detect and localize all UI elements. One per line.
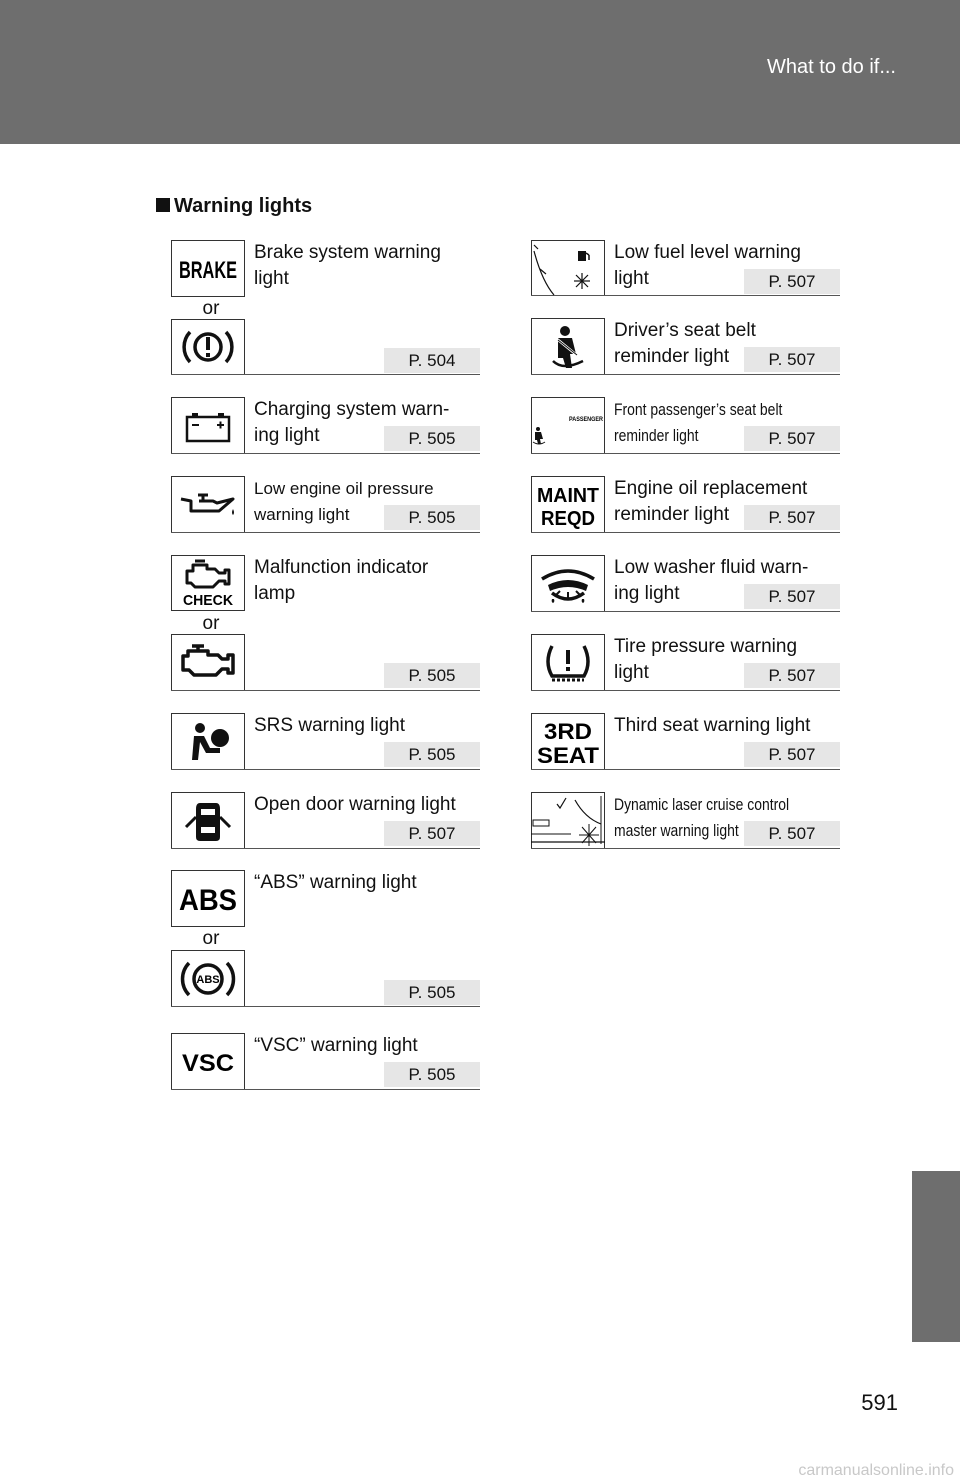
- abs-circle-text: ABS: [196, 973, 220, 986]
- third-seat-icon: [531, 713, 605, 769]
- page-reference: P. 507: [744, 742, 840, 767]
- warning-light-charging: [171, 397, 480, 454]
- page-reference: P. 505: [384, 980, 480, 1005]
- page-reference: P. 507: [744, 426, 840, 451]
- brake-text-icon: [171, 240, 245, 297]
- header-band: [0, 0, 960, 144]
- abs-icon-text: ABS: [179, 883, 237, 917]
- page-reference: P. 504: [384, 348, 480, 373]
- or-label: or: [202, 298, 220, 319]
- abs-circle-icon: [171, 950, 245, 1006]
- check-engine-icon: [171, 555, 245, 611]
- warning-light-vsc: [171, 1033, 480, 1090]
- tire-pressure-icon: [531, 634, 605, 690]
- page-reference: P. 505: [384, 1062, 480, 1087]
- warning-light-label: Charging system warn- ing light: [254, 399, 450, 446]
- warning-light-laser-cruise: [531, 792, 840, 849]
- warning-light-srs: [171, 713, 480, 770]
- open-door-car-icon: [171, 792, 245, 848]
- battery-icon: [171, 397, 245, 453]
- page-reference: P. 505: [384, 742, 480, 767]
- warning-light-label: “VSC” warning light: [254, 1035, 418, 1056]
- engine-icon: [171, 634, 245, 690]
- warning-light-driver-seatbelt: [531, 318, 840, 375]
- passenger-icon-text: PASSENGER: [569, 416, 604, 423]
- warning-light-oil-pressure: [171, 476, 480, 533]
- warning-light-malfunction: [171, 555, 480, 691]
- warning-light-brake: [171, 240, 480, 375]
- section-title: Warning lights: [174, 195, 313, 217]
- warning-light-label: Dynamic laser cruise control master warning light: [614, 795, 790, 840]
- header-title: What to do if...: [767, 56, 896, 78]
- warning-light-open-door: [171, 792, 480, 849]
- page-reference: P. 505: [384, 505, 480, 530]
- warning-light-label: Open door warning light: [254, 794, 456, 815]
- warning-light-third-seat: [531, 713, 840, 770]
- seat-icon-text: SEAT: [537, 742, 600, 768]
- warning-light-label: SRS warning light: [254, 715, 406, 736]
- warning-light-label: Engine oil replacement reminder light: [614, 478, 808, 525]
- seatbelt-icon: [531, 318, 605, 374]
- warning-light-label: Brake system warning light: [254, 242, 441, 289]
- brake-icon-text: BRAKE: [179, 256, 237, 284]
- page-reference: P. 507: [744, 584, 840, 609]
- page-reference: P. 507: [744, 347, 840, 372]
- check-icon-text: CHECK: [183, 592, 234, 609]
- warning-light-label: Front passenger’s seat belt reminder light: [614, 400, 783, 445]
- watermark-text: carmanualsonline.info: [798, 1462, 954, 1479]
- page-reference: P. 507: [744, 505, 840, 530]
- chapter-side-tab: [912, 1171, 960, 1342]
- passenger-seatbelt-icon: [531, 397, 605, 453]
- warning-light-label: Low washer fluid warn- ing light: [614, 557, 809, 604]
- maint-icon-text: MAINT: [537, 484, 599, 507]
- warning-light-label: Driver’s seat belt reminder light: [614, 320, 756, 367]
- laser-cruise-icon: [531, 792, 605, 848]
- warning-light-washer-fluid: [531, 555, 840, 612]
- section-heading: [156, 195, 312, 218]
- warning-light-low-fuel: [531, 240, 840, 296]
- warning-light-label: “ABS” warning light: [254, 872, 417, 893]
- page-reference: P. 507: [384, 821, 480, 846]
- bullet-square-icon: [156, 198, 170, 212]
- vsc-icon-text: VSC: [182, 1049, 234, 1077]
- page-reference: P. 507: [744, 821, 840, 846]
- page-reference: P. 507: [744, 663, 840, 688]
- warning-light-abs: [171, 870, 480, 1007]
- warning-light-tire-pressure: [531, 634, 840, 691]
- page-reference: P. 505: [384, 663, 480, 688]
- fuel-gauge-icon: [531, 240, 605, 295]
- warning-light-label: Low fuel level warning light: [614, 242, 801, 289]
- warning-light-label: Low engine oil pressure warning light: [254, 479, 434, 524]
- brake-circle-icon: [171, 319, 245, 374]
- warning-light-label: Third seat warning light: [614, 715, 811, 736]
- oil-can-icon: [171, 476, 245, 532]
- page-number: 591: [861, 1390, 898, 1415]
- warning-light-label: Tire pressure warning light: [614, 636, 798, 683]
- warning-light-passenger-seatbelt: [531, 397, 840, 454]
- warning-light-oil-replacement: [531, 476, 840, 533]
- page-reference: P. 505: [384, 426, 480, 451]
- washer-fluid-icon: [531, 555, 605, 611]
- abs-text-icon: [171, 870, 245, 927]
- reqd-icon-text: REQD: [541, 507, 595, 530]
- third-icon-text: 3RD: [544, 718, 592, 744]
- airbag-icon: [171, 713, 245, 769]
- vsc-text-icon: [171, 1033, 245, 1089]
- warning-light-label: Malfunction indicator lamp: [254, 557, 429, 604]
- maint-reqd-icon: [531, 476, 605, 532]
- or-label: or: [202, 928, 220, 949]
- or-label: or: [202, 613, 220, 634]
- page-reference: P. 507: [744, 269, 840, 294]
